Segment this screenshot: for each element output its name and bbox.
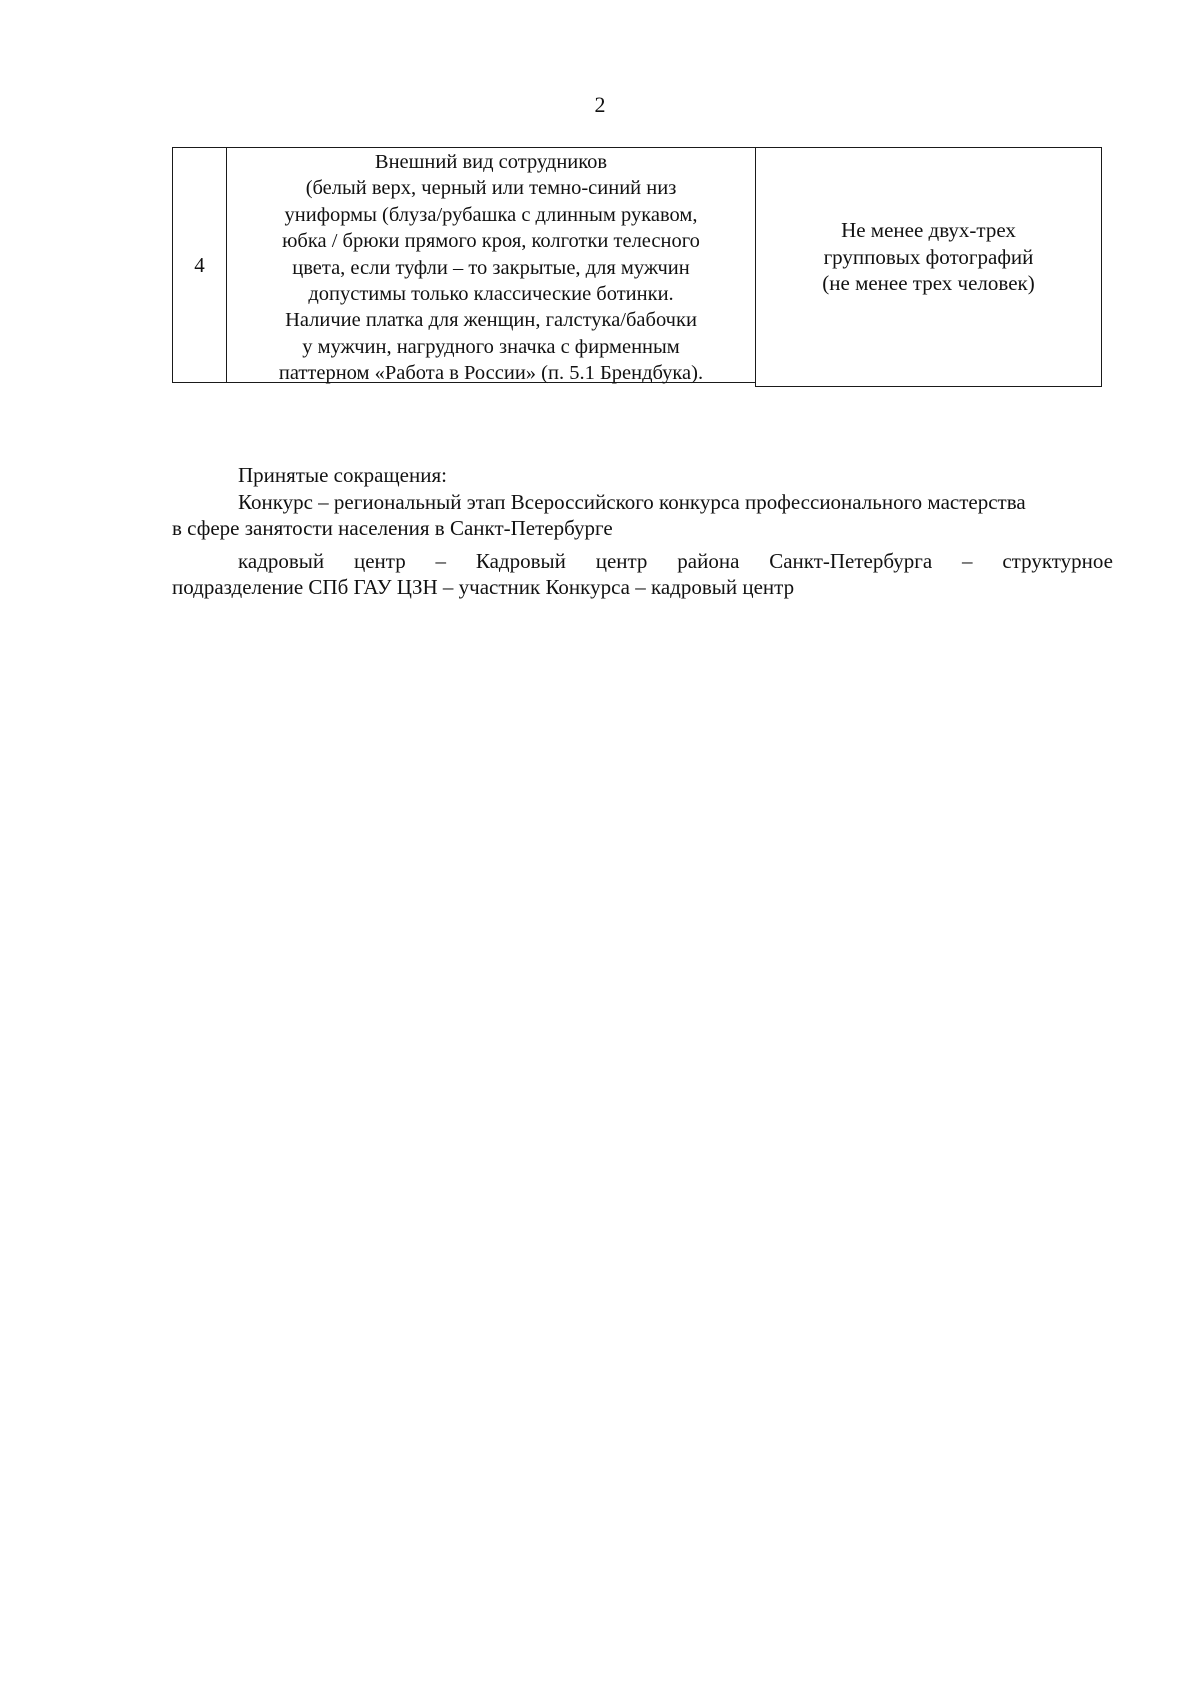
description-line: юбка / брюки прямого кроя, колготки телесного bbox=[282, 230, 700, 253]
word: района bbox=[677, 548, 740, 573]
description-line: Наличие платка для женщин, галстука/бабочки bbox=[285, 309, 697, 332]
description-line: цвета, если туфли – то закрытые, для мужчин bbox=[292, 256, 690, 279]
word: центр bbox=[595, 548, 648, 573]
word: Санкт-Петербурга bbox=[769, 548, 933, 573]
word: центр bbox=[353, 548, 406, 573]
word: – bbox=[962, 548, 973, 573]
requirement-text bbox=[822, 217, 1034, 297]
word: кадровый bbox=[238, 548, 325, 573]
definition-kadrovy-centr-line bbox=[172, 548, 1113, 575]
description-line: Внешний вид сотрудников bbox=[374, 151, 608, 173]
word: – bbox=[435, 548, 447, 573]
definition-kadrovy-centr-line: подразделение СПб ГАУ ЦЗН – участник Конкурса – кадровый центр bbox=[172, 575, 795, 599]
description-line: униформы (блуза/рубашка с длинным рукавом, bbox=[284, 203, 698, 226]
description-line: допустимы только классические ботинки. bbox=[308, 283, 674, 306]
table-cell-requirement bbox=[755, 147, 1102, 387]
description-text bbox=[279, 148, 703, 387]
word: Кадровый bbox=[475, 548, 566, 573]
abbreviations-heading: Принятые сокращения: bbox=[238, 463, 447, 487]
requirement-line: Не менее двух-трех bbox=[841, 218, 1016, 242]
criteria-table bbox=[172, 147, 1102, 385]
row-number: 4 bbox=[194, 252, 205, 277]
definition-konkurs-line: Конкурс – региональный этап Всероссийского конкурса профессионального мастерства bbox=[238, 489, 1026, 514]
requirement-line: групповых фотографий bbox=[823, 244, 1034, 269]
page-number: 2 bbox=[594, 92, 606, 117]
definition-konkurs-line: в сфере занятости населения в Санкт-Петербурге bbox=[172, 516, 613, 540]
table-cell-row-number bbox=[172, 147, 226, 383]
word: структурное bbox=[1002, 548, 1113, 573]
description-line: (белый верх, черный или темно-синий низ bbox=[305, 177, 677, 200]
description-line: у мужчин, нагрудного значка с фирменным bbox=[302, 335, 680, 358]
description-line: паттерном «Работа в России» (п. 5.1 Брендбука). bbox=[278, 362, 704, 385]
abbreviations-section bbox=[172, 462, 1113, 601]
requirement-line: (не менее трех человек) bbox=[822, 271, 1035, 295]
table-cell-description bbox=[226, 147, 756, 383]
